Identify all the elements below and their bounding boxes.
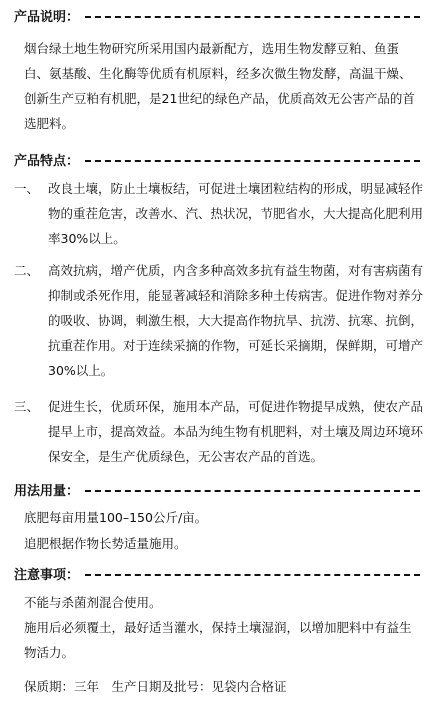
section-title: 产品特点：: [14, 154, 80, 169]
item-text: 促进生长，优质环保，施用本产品，可促进作物提早成熟，使农产品提早上市，提高效益。本品为纯生物有机肥料，对土壤及周边环境环保安全，是生产优质绿色，无公害农产品的首选。: [48, 399, 424, 464]
section-title: 产品说明：: [14, 10, 80, 25]
feature-item-2: [14, 258, 424, 383]
notes-line-3: 保质期：三年 生产日期及批号：见袋内合格证: [24, 679, 287, 694]
dashed-divider: [85, 490, 420, 492]
description-paragraph: 烟台绿土地生物研究所采用国内最新配方，选用生物发酵豆粕、鱼蛋白、氨基酸、生化酶等优质有机原料，经多次微生物发酵，高温干燥、创新生产豆粕有机肥，是21世纪的绿色产品，优质高效无公害产品的首选肥料。: [24, 41, 415, 131]
dashed-divider: [85, 16, 420, 18]
item-number: 一、: [14, 181, 40, 196]
item-text: 高效抗病，增产优质，内含多种高效多抗有益生物菌，对有害病菌有抑制或杀死作用，能显著减轻和消除多种土传病害。促进作物对养分的吸收、协调，刺激生根，大大提高作物抗旱、抗涝、抗寒、抗倒，抗重茬作用。对于连续采摘的作物，可延长采摘期，保鲜期，可增产30%以上。: [48, 263, 424, 378]
section-heading-description: [14, 6, 420, 25]
feature-item-3: [14, 394, 424, 469]
section-heading-features: [14, 150, 420, 169]
notes-line-1: 不能与杀菌剂混合使用。: [24, 595, 162, 610]
section-title: 用法用量：: [14, 484, 80, 499]
dashed-divider: [85, 160, 420, 162]
item-number: 三、: [14, 399, 40, 414]
feature-item-1: [14, 176, 424, 251]
item-text: 改良土壤，防止土壤板结，可促进土壤团粒结构的形成，明显减轻作物的重茬危害，改善水、汽、热状况，节肥省水，大大提高化肥利用率30%以上。: [48, 181, 424, 246]
usage-line-2: 追肥根据作物长势适量施用。: [24, 536, 187, 551]
notes-line-2: 施用后必须覆土，最好适当灌水，保持土壤湿润，以增加肥料中有益生物活力。: [24, 620, 412, 660]
section-heading-notes: [14, 564, 420, 583]
dashed-divider: [85, 574, 420, 576]
item-number: 二、: [14, 263, 40, 278]
section-heading-usage: [14, 480, 420, 499]
usage-line-1: 底肥每亩用量100–150公斤/亩。: [24, 510, 208, 525]
section-title: 注意事项：: [14, 568, 80, 583]
